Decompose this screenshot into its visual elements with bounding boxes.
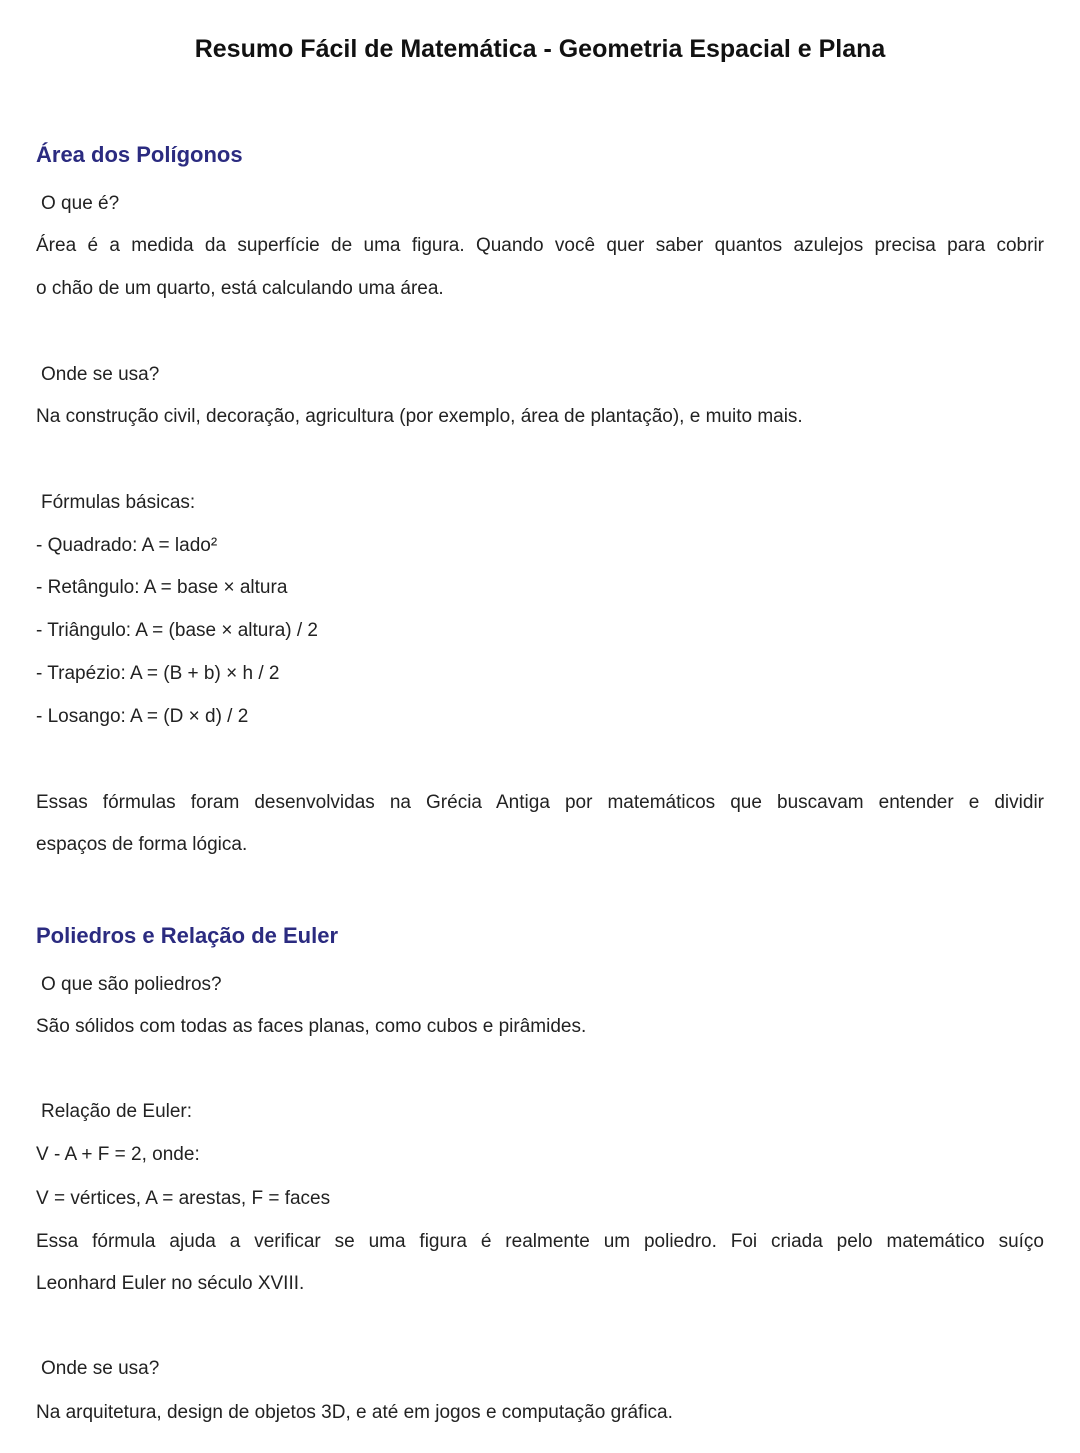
question-label: Onde se usa? — [41, 364, 160, 385]
question-label: O que são poliedros? — [41, 974, 222, 995]
paragraph-line: o chão de um quarto, está calculando uma área. — [36, 278, 444, 299]
paragraph-line: Essa fórmula ajuda a verificar se uma figura é realmente um poliedro. Foi criada pelo matemático suíço — [36, 1231, 1044, 1252]
paragraph-line: São sólidos com todas as faces planas, como cubos e pirâmides. — [36, 1016, 587, 1037]
euler-legend: V = vértices, A = arestas, F = faces — [36, 1188, 331, 1209]
section-heading-poliedros-euler: Poliedros e Relação de Euler — [36, 923, 339, 948]
formula-item: - Quadrado: A = lado² — [36, 535, 218, 556]
formulas-label: Fórmulas básicas: — [41, 492, 196, 513]
page-title: Resumo Fácil de Matemática - Geometria Espacial e Plana — [194, 35, 886, 63]
paragraph-line: Essas fórmulas foram desenvolvidas na Grécia Antiga por matemáticos que buscavam entender e dividir — [36, 792, 1044, 813]
euler-label: Relação de Euler: — [41, 1101, 193, 1122]
paragraph-line: Área é a medida da superfície de uma figura. Quando você quer saber quantos azulejos precisa para cobrir — [36, 235, 1044, 256]
formula-item: - Losango: A = (D × d) / 2 — [36, 706, 249, 727]
question-label: O que é? — [41, 193, 120, 214]
question-label: Onde se usa? — [41, 1358, 160, 1379]
paragraph-line: espaços de forma lógica. — [36, 834, 248, 855]
euler-formula: V - A + F = 2, onde: — [36, 1144, 200, 1165]
section-heading-area-poligonos: Área dos Polígonos — [36, 142, 243, 167]
formula-item: - Trapézio: A = (B + b) × h / 2 — [36, 663, 280, 684]
paragraph-line: Na arquitetura, design de objetos 3D, e até em jogos e computação gráfica. — [36, 1402, 673, 1423]
paragraph-line: Leonhard Euler no século XVIII. — [36, 1273, 305, 1294]
formula-item: - Triângulo: A = (base × altura) / 2 — [36, 620, 318, 641]
formula-item: - Retângulo: A = base × altura — [36, 577, 288, 598]
paragraph-line: Na construção civil, decoração, agricultura (por exemplo, área de plantação), e muito mais. — [36, 406, 803, 427]
